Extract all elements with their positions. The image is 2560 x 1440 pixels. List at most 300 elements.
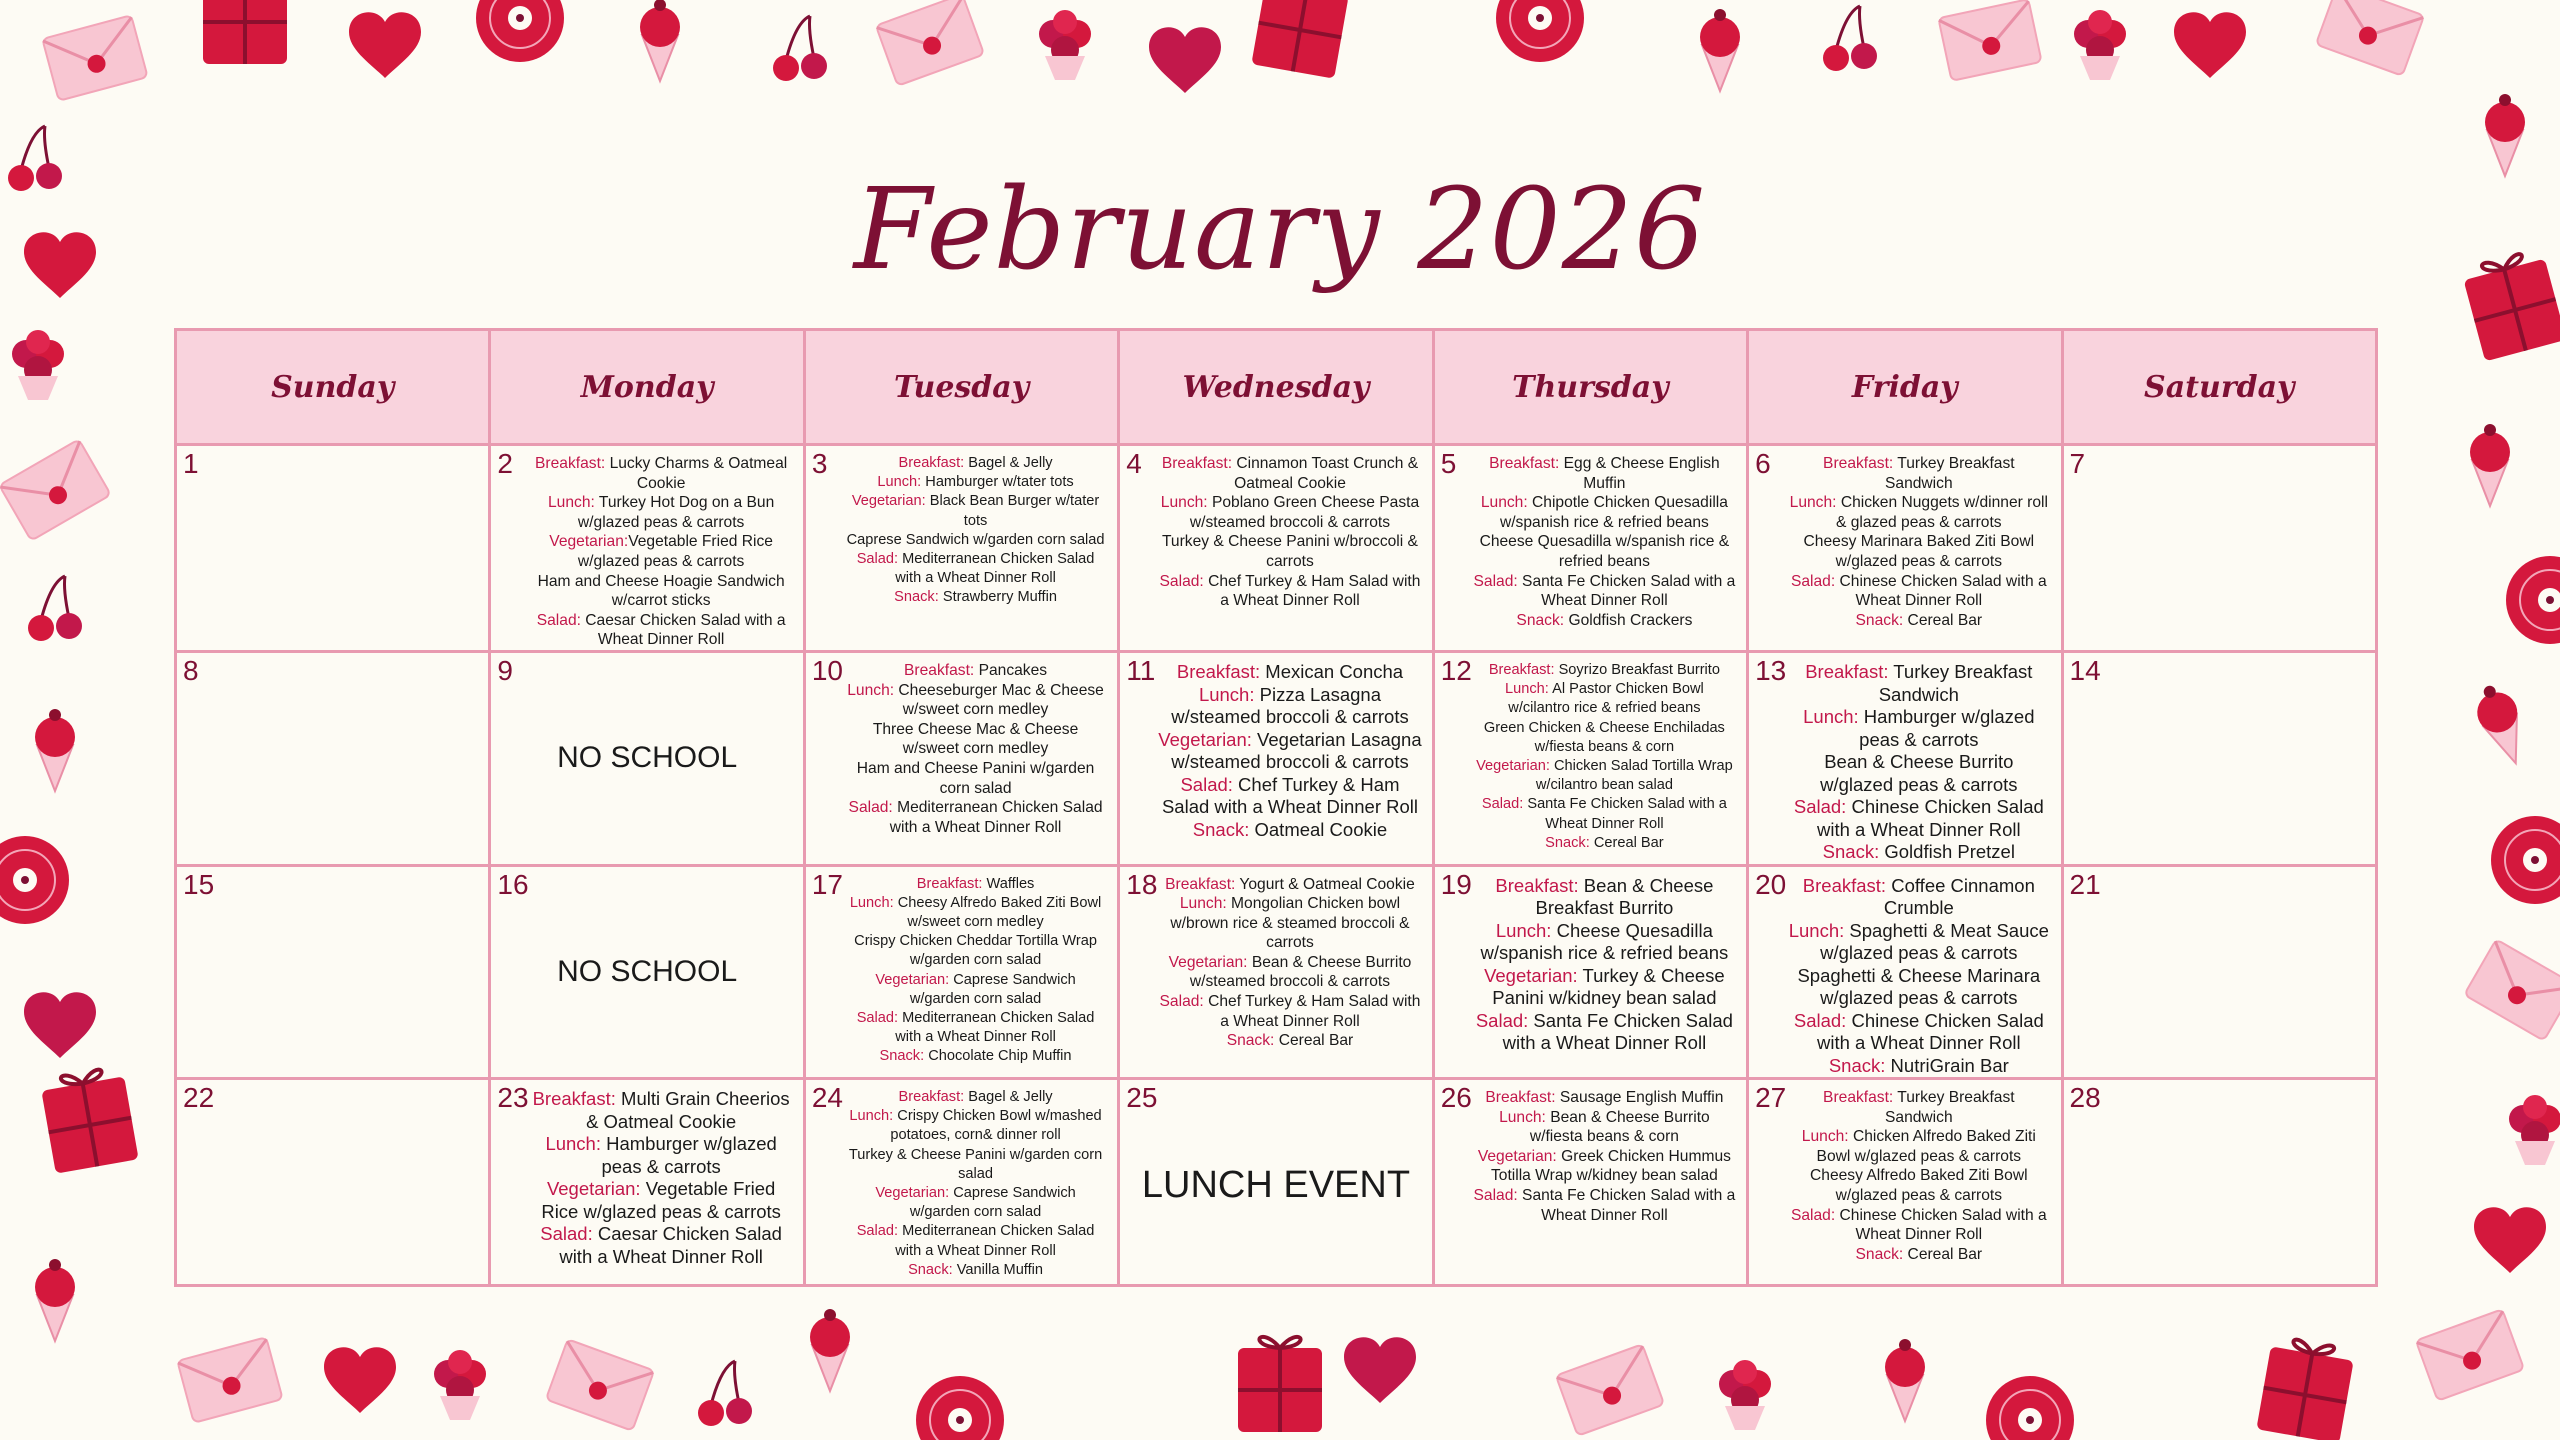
menu-line xyxy=(529,493,792,532)
weekday-header-row xyxy=(176,330,2377,445)
day-number: 19 xyxy=(1440,868,1472,900)
menu-line-text: Cereal Bar xyxy=(1274,1032,1354,1050)
menu-line-label: Breakfast: xyxy=(898,455,965,471)
calendar-week-row xyxy=(176,445,2377,652)
menu-line-label: Vegetarian: xyxy=(875,971,950,988)
menu-line xyxy=(844,1146,1107,1184)
menu-line-label: Salad: xyxy=(856,1223,899,1240)
menu-line-label: Breakfast: xyxy=(1488,662,1555,678)
menu-line xyxy=(1158,894,1421,953)
menu-line-label: Vegetarian: xyxy=(851,493,926,510)
menu-line-label: Salad: xyxy=(1159,993,1204,1011)
menu-line-label: Salad: xyxy=(1475,1009,1529,1031)
menu-line xyxy=(1473,795,1736,833)
menu-line-label: Snack: xyxy=(908,1261,953,1278)
menu-line xyxy=(529,1223,792,1268)
menu-line-label: Salad: xyxy=(856,1009,899,1026)
menu-line xyxy=(1473,875,1736,920)
menu-list xyxy=(1435,867,1746,1055)
menu-line xyxy=(1787,796,2050,841)
menu-line xyxy=(1787,493,2050,532)
menu-line xyxy=(844,1107,1107,1145)
menu-line xyxy=(1158,729,1421,774)
calendar-day-cell xyxy=(176,1079,490,1286)
menu-line-label: Salad: xyxy=(1159,572,1204,590)
menu-line-label: Vegetarian: xyxy=(1477,1147,1557,1165)
menu-line-label: Breakfast: xyxy=(1485,1089,1556,1106)
menu-list xyxy=(1749,867,2060,1078)
menu-line-text: Mediterranean Chicken Salad with a Wheat Dinner Roll xyxy=(895,1223,1095,1259)
menu-line-label: Salad: xyxy=(1473,572,1518,590)
weekday-tuesday: Tuesday xyxy=(804,330,1118,445)
menu-line xyxy=(1787,875,2050,920)
menu-line-label: Lunch: xyxy=(849,1108,894,1125)
menu-line-label: Salad: xyxy=(856,551,899,568)
calendar-day-cell xyxy=(1433,865,1747,1079)
calendar-day-cell xyxy=(804,445,1118,652)
calendar-day-cell xyxy=(1748,652,2062,866)
day-number: 27 xyxy=(1755,1082,1787,1113)
menu-line-label: Vegetarian: xyxy=(1168,953,1248,971)
menu-line xyxy=(1787,1206,2050,1245)
day-notice: NO SCHOOL xyxy=(557,741,738,774)
menu-line-text: Chinese Chicken Salad with a Wheat Dinner Roll xyxy=(1817,1009,2044,1053)
menu-line-text: Mongolian Chicken bowl w/brown rice & steamed broccoli & carrots xyxy=(1170,895,1410,952)
menu-line-label: Vegetarian: xyxy=(1484,964,1578,986)
calendar-day-cell xyxy=(1119,652,1433,866)
menu-line-label: Lunch: xyxy=(545,1133,601,1154)
menu-line xyxy=(1158,774,1421,819)
calendar-week-row xyxy=(176,1079,2377,1286)
calendar-day-cell xyxy=(2062,652,2376,866)
menu-line-label: Breakfast: xyxy=(1823,455,1894,472)
day-number: 12 xyxy=(1440,655,1472,686)
menu-line xyxy=(1473,532,1736,571)
menu-line-label: Lunch: xyxy=(1789,494,1837,512)
menu-line xyxy=(1473,661,1736,680)
menu-line-text: Mediterranean Chicken Salad with a Wheat Dinner Roll xyxy=(889,799,1103,836)
menu-line-label: Lunch: xyxy=(1788,919,1845,941)
day-number: 15 xyxy=(183,868,215,900)
menu-line xyxy=(1473,1186,1736,1225)
menu-line-text: Chicken Alfredo Baked Ziti Bowl w/glazed peas & carrots xyxy=(1816,1128,2036,1165)
calendar-week-row xyxy=(176,652,2377,866)
menu-line-text: Hamburger w/glazed peas & carrots xyxy=(1858,706,2035,750)
menu-line-label: Snack: xyxy=(1192,818,1250,840)
menu-line xyxy=(529,454,792,493)
day-number: 14 xyxy=(2069,655,2101,686)
calendar-day-cell xyxy=(1119,1079,1433,1286)
menu-line-text: Turkey Breakfast Sandwich xyxy=(1885,455,2015,492)
menu-line xyxy=(1787,1127,2050,1166)
menu-line-text: Cereal Bar xyxy=(1903,1245,1983,1263)
menu-line-label: Salad: xyxy=(540,1223,593,1244)
menu-line-label: Vegetarian: xyxy=(1158,728,1252,750)
menu-line-text: Caprese Sandwich w/garden corn salad xyxy=(909,971,1076,1007)
calendar-day-cell xyxy=(176,865,490,1079)
menu-line xyxy=(844,681,1107,720)
menu-line-text: Cheesy Alfredo Baked Ziti Bowl w/glazed peas & carrots xyxy=(1810,1167,2028,1204)
menu-line-text: Chipotle Chicken Quesadilla w/spanish rice & refried beans xyxy=(1499,494,1728,531)
menu-line xyxy=(1787,920,2050,965)
menu-line-text: Caesar Chicken Salad with a Wheat Dinner Roll xyxy=(559,1223,782,1267)
calendar-day-cell xyxy=(1119,445,1433,652)
day-number: 5 xyxy=(1440,448,1457,479)
weekday-monday: Monday xyxy=(490,330,804,445)
day-notice: NO SCHOOL xyxy=(557,954,738,988)
menu-line xyxy=(529,1178,792,1223)
menu-line-label: Breakfast: xyxy=(1161,455,1233,472)
menu-line-text: Chef Turkey & Ham Salad with a Wheat Dinner Roll xyxy=(1161,773,1418,817)
menu-line-label: Lunch: xyxy=(1160,494,1208,512)
menu-line xyxy=(844,894,1107,932)
menu-line-text: Santa Fe Chicken Salad with a Wheat Dinner Roll xyxy=(1502,1009,1733,1053)
menu-line-text: NutriGrain Bar xyxy=(1885,1054,2009,1076)
menu-line-text: Soyrizo Breakfast Burrito xyxy=(1554,662,1720,678)
menu-line-text: Lucky Charms & Oatmeal Cookie xyxy=(605,455,788,492)
day-number: 25 xyxy=(1126,1082,1158,1113)
menu-line xyxy=(844,661,1107,681)
day-number: 11 xyxy=(1126,655,1156,686)
weekday-friday: Friday xyxy=(1748,330,2062,445)
menu-line-label: Salad: xyxy=(1473,1186,1518,1204)
menu-line-text: Cheeseburger Mac & Cheese w/sweet corn medley xyxy=(894,681,1104,719)
menu-line xyxy=(844,932,1107,970)
menu-line-text: Bean & Cheese Burrito w/glazed peas & carrots xyxy=(1820,751,2018,795)
menu-line xyxy=(844,971,1107,1009)
menu-line-text: Santa Fe Chicken Salad with a Wheat Dinner Roll xyxy=(1517,572,1736,610)
menu-line-text: Spaghetti & Meat Sauce w/glazed peas & carrots xyxy=(1820,919,2049,963)
day-number: 6 xyxy=(1755,448,1771,479)
menu-line-label: Vegetarian: xyxy=(1476,758,1550,775)
menu-line xyxy=(529,572,792,611)
menu-line xyxy=(1158,953,1421,992)
menu-line-label: Snack: xyxy=(1516,611,1565,629)
calendar-day-cell xyxy=(1433,445,1747,652)
menu-line-text: Chinese Chicken Salad with a Wheat Dinner Roll xyxy=(1835,572,2047,610)
calendar-day-cell xyxy=(490,865,804,1079)
menu-line-text: Ham and Cheese Panini w/garden corn salad xyxy=(856,759,1095,797)
menu-list xyxy=(1749,653,2060,864)
calendar-day-cell xyxy=(1748,445,2062,652)
menu-line-label: Vegetarian: xyxy=(546,1178,641,1199)
menu-line xyxy=(844,588,1107,607)
menu-line xyxy=(1787,706,2050,751)
menu-line-label: Snack: xyxy=(1545,834,1590,851)
menu-line xyxy=(1787,1166,2050,1205)
calendar-body xyxy=(176,445,2377,1286)
menu-line-text: Caprese Sandwich w/garden corn salad xyxy=(909,1185,1076,1221)
menu-line xyxy=(1473,493,1736,532)
menu-line-text: Vegetable Fried Rice w/glazed peas & carrots xyxy=(577,533,773,570)
menu-line-label: Lunch: xyxy=(877,474,922,491)
menu-line-label: Lunch: xyxy=(1801,1128,1849,1146)
menu-line xyxy=(1158,454,1421,493)
menu-line-label: Breakfast: xyxy=(1823,1089,1894,1106)
menu-line xyxy=(844,798,1107,837)
menu-line-text: Chinese Chicken Salad with a Wheat Dinner Roll xyxy=(1817,796,2044,840)
menu-line-text: Pancakes xyxy=(974,662,1048,679)
menu-line xyxy=(1473,1147,1736,1186)
menu-line xyxy=(1473,680,1736,718)
menu-list xyxy=(1435,446,1746,630)
menu-line xyxy=(1787,1010,2050,1055)
menu-line-text: Mediterranean Chicken Salad with a Wheat Dinner Roll xyxy=(895,551,1095,587)
calendar-day-cell xyxy=(490,652,804,866)
menu-line-label: Snack: xyxy=(1855,1245,1904,1263)
menu-line xyxy=(844,1222,1107,1260)
menu-line-text: Pizza Lasagna w/steamed broccoli & carrots xyxy=(1171,683,1409,727)
day-notice: LUNCH EVENT xyxy=(1141,1164,1411,1206)
menu-line-label: Salad: xyxy=(848,799,893,817)
menu-line-text: Mediterranean Chicken Salad with a Wheat Dinner Roll xyxy=(895,1009,1095,1046)
day-number: 17 xyxy=(811,868,843,900)
menu-line-text: Mexican Concha xyxy=(1260,661,1404,682)
menu-line-text: Chocolate Chip Muffin xyxy=(924,1048,1072,1065)
menu-line xyxy=(1787,841,2050,864)
menu-line xyxy=(1473,611,1736,631)
day-number: 8 xyxy=(183,655,199,686)
menu-line xyxy=(1158,684,1421,729)
menu-line-label: Breakfast: xyxy=(1176,661,1261,682)
calendar-day-cell xyxy=(176,445,490,652)
menu-line xyxy=(844,1047,1107,1066)
menu-line xyxy=(1787,661,2050,706)
calendar-title: February 2026 xyxy=(853,165,1707,295)
menu-line-label: Lunch: xyxy=(847,681,895,699)
calendar-day-cell xyxy=(1433,652,1747,866)
calendar-day-cell xyxy=(1119,865,1433,1079)
menu-line-label: Salad: xyxy=(1790,1206,1836,1224)
menu-list xyxy=(1749,1080,2060,1264)
menu-line-label: Salad: xyxy=(1180,773,1233,795)
menu-line xyxy=(1473,572,1736,611)
calendar-day-cell xyxy=(2062,445,2376,652)
menu-line xyxy=(844,720,1107,759)
day-number: 3 xyxy=(811,448,828,479)
menu-line xyxy=(844,1184,1107,1222)
menu-line-label: Lunch: xyxy=(1803,706,1859,727)
menu-line xyxy=(844,550,1107,588)
menu-list xyxy=(1749,446,2060,630)
menu-line-text: Turkey Breakfast Sandwich xyxy=(1885,1089,2015,1126)
menu-line xyxy=(844,875,1107,894)
menu-line-text: Bagel & Jelly xyxy=(964,455,1053,471)
day-number: 22 xyxy=(183,1082,215,1113)
menu-line-label: Breakfast: xyxy=(916,875,983,892)
menu-line-label: Vegetarian: xyxy=(549,533,629,551)
menu-line-text: Crispy Chicken Cheddar Tortilla Wrap w/garden corn salad xyxy=(854,933,1097,969)
menu-line xyxy=(1473,920,1736,965)
menu-line-text: Caprese Sandwich w/garden corn salad xyxy=(846,531,1105,548)
menu-list xyxy=(1120,653,1431,841)
menu-line-label: Vegetarian: xyxy=(875,1185,950,1202)
menu-line-label: Snack: xyxy=(1855,611,1904,629)
menu-line-label: Breakfast: xyxy=(535,455,606,472)
menu-line xyxy=(1473,1088,1736,1108)
menu-line-text: Santa Fe Chicken Salad with a Wheat Dinner Roll xyxy=(1523,796,1727,832)
menu-line xyxy=(844,473,1107,492)
day-number: 23 xyxy=(497,1082,529,1113)
menu-line-text: Turkey & Cheese Panini w/broccoli & carrots xyxy=(1161,533,1418,570)
menu-list xyxy=(491,446,802,650)
menu-line xyxy=(1787,751,2050,796)
menu-line-text: Goldfish Pretzel xyxy=(1879,841,2015,862)
calendar-day-cell xyxy=(804,865,1118,1079)
menu-line-label: Breakfast: xyxy=(1165,875,1236,893)
menu-line-text: Chicken Salad Tortilla Wrap w/cilantro bean salad xyxy=(1535,758,1733,794)
calendar-day-cell xyxy=(1433,1079,1747,1286)
menu-line-label: Breakfast: xyxy=(1805,661,1889,682)
menu-line-label: Salad: xyxy=(1793,1009,1847,1031)
menu-line xyxy=(1158,992,1421,1031)
calendar-day-cell xyxy=(1748,865,2062,1079)
menu-line-label: Lunch: xyxy=(849,894,894,911)
weekday-saturday: Saturday xyxy=(2062,330,2376,445)
calendar-day-cell xyxy=(804,1079,1118,1286)
menu-line xyxy=(1473,719,1736,757)
menu-line-label: Salad: xyxy=(1481,796,1524,813)
menu-list xyxy=(1435,653,1746,853)
menu-line-text: Cheese Quesadilla w/spanish rice & refried beans xyxy=(1479,533,1730,570)
menu-line xyxy=(1787,572,2050,611)
menu-line-text: Goldfish Crackers xyxy=(1564,611,1693,629)
menu-line-label: Breakfast: xyxy=(1495,874,1579,896)
menu-line xyxy=(1158,819,1421,842)
menu-line-label: Lunch: xyxy=(1499,1108,1546,1126)
calendar-week-row xyxy=(176,865,2377,1079)
calendar-grid xyxy=(174,328,2378,1287)
menu-line-label: Salad: xyxy=(1793,796,1847,817)
menu-line-label: Lunch: xyxy=(1198,683,1255,705)
calendar-day-cell xyxy=(490,445,804,652)
menu-line-label: Breakfast: xyxy=(1489,455,1560,472)
menu-line-text: Bean & Cheese Burrito w/fiesta beans & corn xyxy=(1529,1108,1710,1146)
menu-line xyxy=(1787,1245,2050,1265)
menu-line-text: Sausage English Muffin xyxy=(1555,1089,1724,1106)
menu-line-text: Green Chicken & Cheese Enchiladas w/fiesta beans & corn xyxy=(1483,719,1725,755)
menu-line xyxy=(1158,572,1421,611)
day-number: 10 xyxy=(811,655,843,686)
menu-list xyxy=(1435,1080,1746,1225)
menu-line xyxy=(1473,965,1736,1010)
weekday-thursday: Thursday xyxy=(1433,330,1747,445)
menu-line-text: Multi Grain Cheerios & Oatmeal Cookie xyxy=(586,1088,790,1132)
day-number: 21 xyxy=(2069,868,2101,900)
menu-line-text: Oatmeal Cookie xyxy=(1249,818,1388,840)
calendar-day-cell xyxy=(1748,1079,2062,1286)
menu-line-label: Salad: xyxy=(1790,572,1836,590)
menu-line-text: Bagel & Jelly xyxy=(964,1089,1053,1105)
menu-line xyxy=(529,1088,792,1133)
menu-line-text: Bean & Cheese Burrito w/steamed broccoli & carrots xyxy=(1189,953,1412,991)
menu-line xyxy=(1787,1055,2050,1078)
menu-line-label: Snack: xyxy=(894,589,939,606)
menu-line-text: Ham and Cheese Hoagie Sandwich w/carrot sticks xyxy=(537,572,785,610)
menu-line-text: Chinese Chicken Salad with a Wheat Dinner Roll xyxy=(1835,1206,2047,1244)
menu-line-text: Cinnamon Toast Crunch & Oatmeal Cookie xyxy=(1232,455,1419,492)
menu-line-text: Chef Turkey & Ham Salad with a Wheat Dinner Roll xyxy=(1203,993,1421,1030)
day-number: 2 xyxy=(497,448,513,479)
menu-line-text: Turkey & Cheese Panini w/kidney bean salad xyxy=(1492,964,1725,1008)
menu-line xyxy=(1473,454,1736,493)
day-number: 20 xyxy=(1755,868,1787,900)
menu-line-text: Strawberry Muffin xyxy=(938,589,1057,606)
weekday-wednesday: Wednesday xyxy=(1119,330,1433,445)
menu-line xyxy=(844,1009,1107,1047)
menu-line-text: Cheesy Marinara Baked Ziti Bowl w/glazed peas & carrots xyxy=(1803,533,2035,570)
day-number: 24 xyxy=(811,1082,843,1113)
menu-line-text: Al Pastor Chicken Bowl w/cilantro rice & refried beans xyxy=(1508,681,1704,717)
menu-line-text: Cheesy Alfredo Baked Ziti Bowl w/sweet corn medley xyxy=(893,894,1102,930)
calendar-day-cell xyxy=(2062,865,2376,1079)
menu-line-label: Salad: xyxy=(536,611,581,629)
menu-line xyxy=(1787,611,2050,631)
menu-line xyxy=(844,531,1107,550)
day-number: 18 xyxy=(1126,868,1158,900)
menu-line xyxy=(844,1261,1107,1280)
menu-line xyxy=(844,492,1107,530)
menu-line-text: Crispy Chicken Bowl w/mashed potatoes, corn& dinner roll xyxy=(890,1108,1102,1144)
calendar-day-cell xyxy=(176,652,490,866)
menu-line-text: Greek Chicken Hummus Totilla Wrap w/kidney bean salad xyxy=(1490,1147,1731,1185)
menu-line-label: Snack: xyxy=(879,1048,925,1065)
menu-line-label: Lunch: xyxy=(548,494,595,512)
menu-line-text: Spaghetti & Cheese Marinara w/glazed peas & carrots xyxy=(1797,964,2041,1008)
day-number: 13 xyxy=(1755,655,1787,686)
menu-line-label: Breakfast: xyxy=(898,1089,965,1105)
menu-line xyxy=(1158,493,1421,532)
day-number: 1 xyxy=(183,448,199,479)
menu-line-label: Breakfast: xyxy=(904,662,975,679)
menu-line-label: Lunch: xyxy=(1480,494,1528,512)
menu-line-label: Lunch: xyxy=(1505,681,1549,698)
menu-line-label: Snack: xyxy=(1226,1032,1275,1050)
menu-list xyxy=(806,1080,1117,1280)
menu-line xyxy=(844,454,1107,473)
menu-line xyxy=(844,1088,1107,1107)
menu-line-label: Snack: xyxy=(1828,1054,1886,1076)
menu-line xyxy=(1787,454,2050,493)
menu-line-text: Yogurt & Oatmeal Cookie xyxy=(1235,875,1415,893)
calendar-day-cell xyxy=(2062,1079,2376,1286)
menu-line-text: Egg & Cheese English Muffin xyxy=(1559,455,1720,492)
menu-list xyxy=(806,446,1117,608)
menu-line-label: Lunch: xyxy=(1495,919,1552,941)
menu-line xyxy=(1158,1031,1421,1051)
menu-line xyxy=(1787,532,2050,571)
menu-line-text: Cereal Bar xyxy=(1589,834,1664,851)
menu-list xyxy=(1120,446,1431,611)
menu-line xyxy=(529,611,792,650)
menu-line xyxy=(1158,532,1421,571)
day-number: 26 xyxy=(1440,1082,1472,1113)
menu-line-text: Coffee Cinnamon Crumble xyxy=(1883,874,2035,918)
weekday-sunday: Sunday xyxy=(176,330,490,445)
day-number: 9 xyxy=(497,655,513,686)
menu-line-text: Vanilla Muffin xyxy=(952,1261,1044,1278)
menu-line-text: Santa Fe Chicken Salad with a Wheat Dinner Roll xyxy=(1517,1186,1736,1224)
menu-line-text: Poblano Green Cheese Pasta w/steamed broccoli & carrots xyxy=(1189,494,1420,531)
menu-line xyxy=(844,759,1107,798)
menu-line xyxy=(1473,1108,1736,1147)
calendar-day-cell xyxy=(490,1079,804,1286)
menu-line-text: Vegetarian Lasagna w/steamed broccoli & carrots xyxy=(1171,728,1422,772)
menu-list xyxy=(806,867,1117,1067)
menu-line-label: Lunch: xyxy=(1179,895,1227,913)
menu-line xyxy=(1473,834,1736,853)
menu-line-text: Bean & Cheese Breakfast Burrito xyxy=(1535,874,1714,918)
